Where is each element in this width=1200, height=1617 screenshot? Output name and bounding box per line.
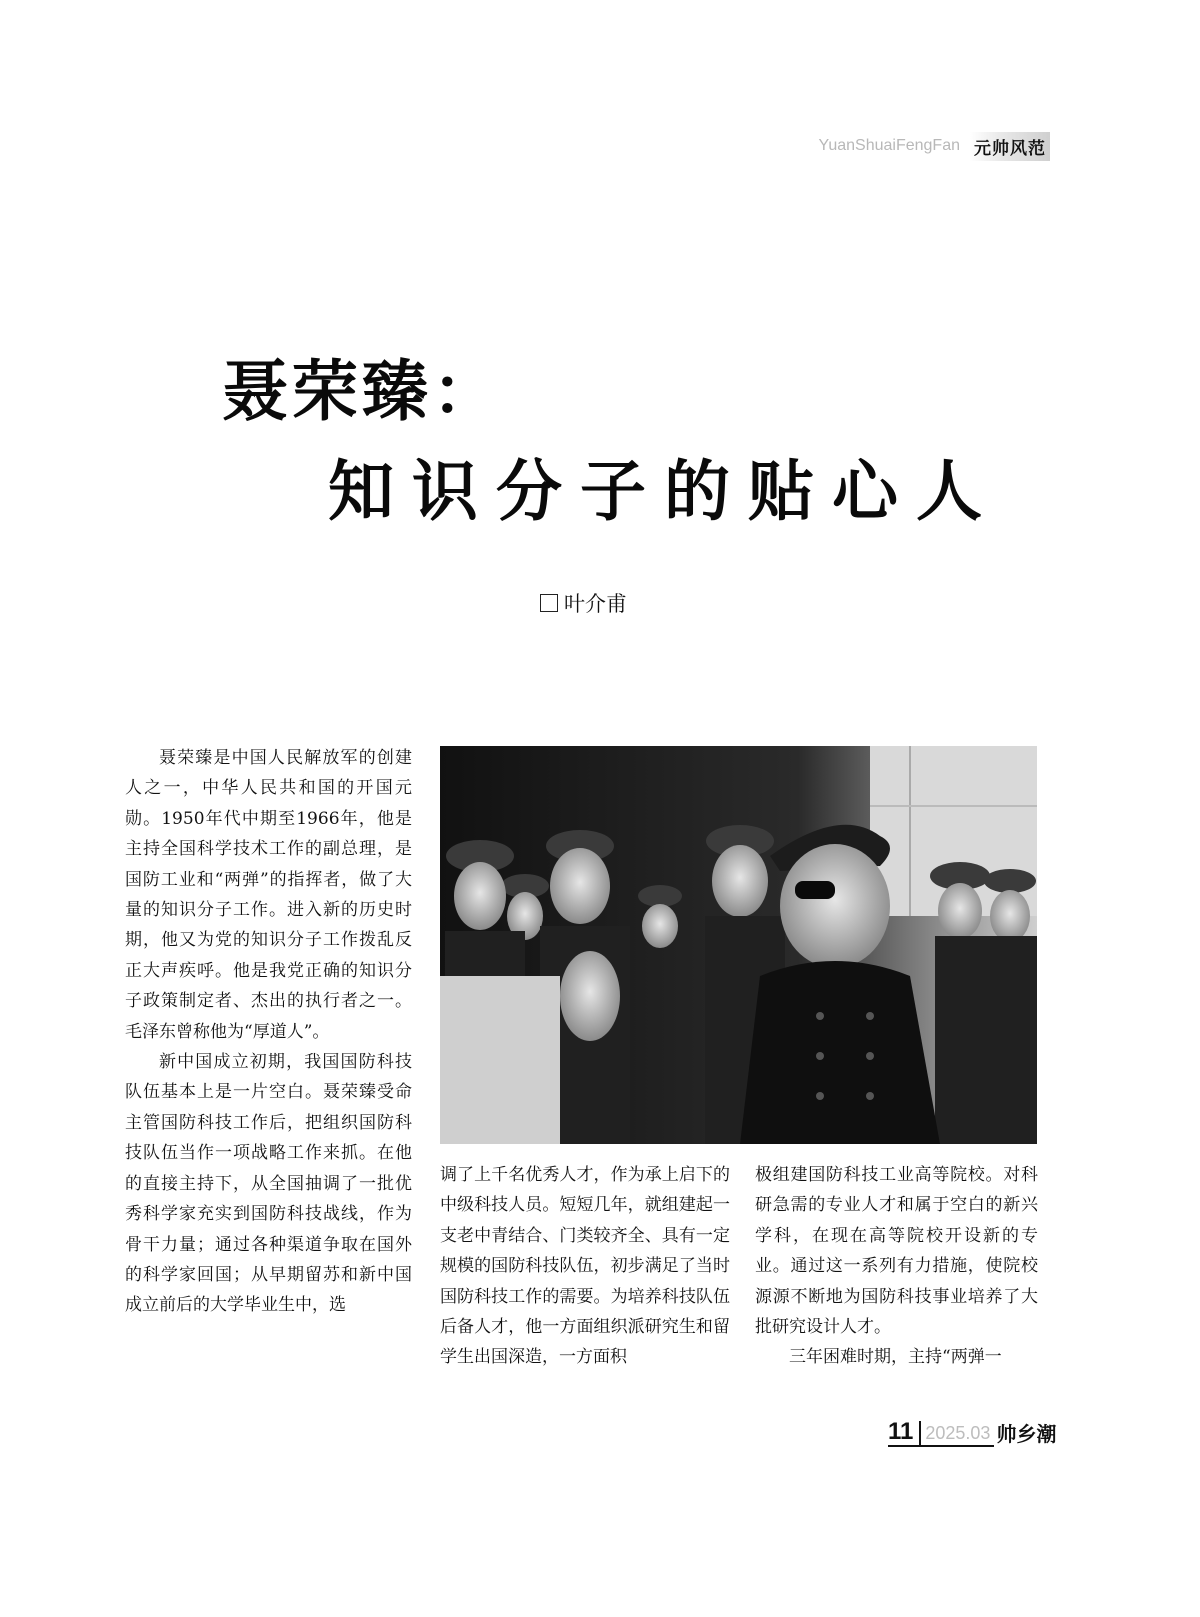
paragraph: 三年困难时期，主持“两弹一 xyxy=(789,1347,1002,1368)
body-column-1 xyxy=(125,743,412,1321)
header-section-title: 元帅风范 xyxy=(970,132,1050,161)
paragraph: 调了上千名优秀人才，作为承上启下的中级科技人员。短短几年，就组建起一支老中青结合、门类较齐全、具有一定规模的国防科技队伍，初步满足了当时国防科技工作的需要。为培养科技队伍后备人才，他一方面组织派研究生和留学生出国深造，一方面积 xyxy=(440,1165,730,1368)
issue-number: 2025.03 xyxy=(919,1421,994,1447)
article-title-line2: 知识分子的贴心人 xyxy=(328,453,1000,530)
author-name: 叶介甫 xyxy=(564,592,627,616)
article-title-line1: 聂荣臻： xyxy=(222,353,502,430)
magazine-logo: 帅乡潮 xyxy=(996,1422,1057,1446)
historical-photo xyxy=(440,746,1037,1144)
page-number: 11 xyxy=(888,1419,919,1447)
byline-box-icon xyxy=(540,594,558,612)
running-header xyxy=(819,132,1050,160)
paragraph: 聂荣臻是中国人民解放军的创建人之一，中华人民共和国的开国元勋。1950年代中期至1966年，他是主持全国科学技术工作的副总理，是国防工业和“两弹”的指挥者，做了大量的知识分子工作。进入新的历史时期，他又为党的知识分子工作拨乱反正大声疾呼。他是我党正确的知识分子政策制定者、杰出的执行者之一。毛泽东曾称他为“厚道人”。 xyxy=(125,748,412,1042)
paragraph: 极组建国防科技工业高等院校。对科研急需的专业人才和属于空白的新兴学科，在现在高等院校开设新的专业。通过这一系列有力措施，使院校源源不断地为国防科技事业培养了大批研究设计人才。 xyxy=(755,1165,1038,1338)
body-column-3 xyxy=(755,1160,1038,1373)
header-latin: YuanShuaiFengFan xyxy=(818,137,960,154)
body-column-2 xyxy=(440,1160,730,1373)
photo-illustration xyxy=(440,746,1037,1144)
byline xyxy=(540,588,627,618)
page-footer xyxy=(888,1417,1056,1447)
paragraph: 新中国成立初期，我国国防科技队伍基本上是一片空白。聂荣臻受命主管国防科技工作后，把组织国防科技队伍当作一项战略工作来抓。在他的直接主持下，从全国抽调了一批优秀科学家充实到国防科技战线，作为骨干力量；通过各种渠道争取在国外的科学家回国；从早期留苏和新中国成立前后的大学毕业生中，选 xyxy=(125,1052,412,1316)
